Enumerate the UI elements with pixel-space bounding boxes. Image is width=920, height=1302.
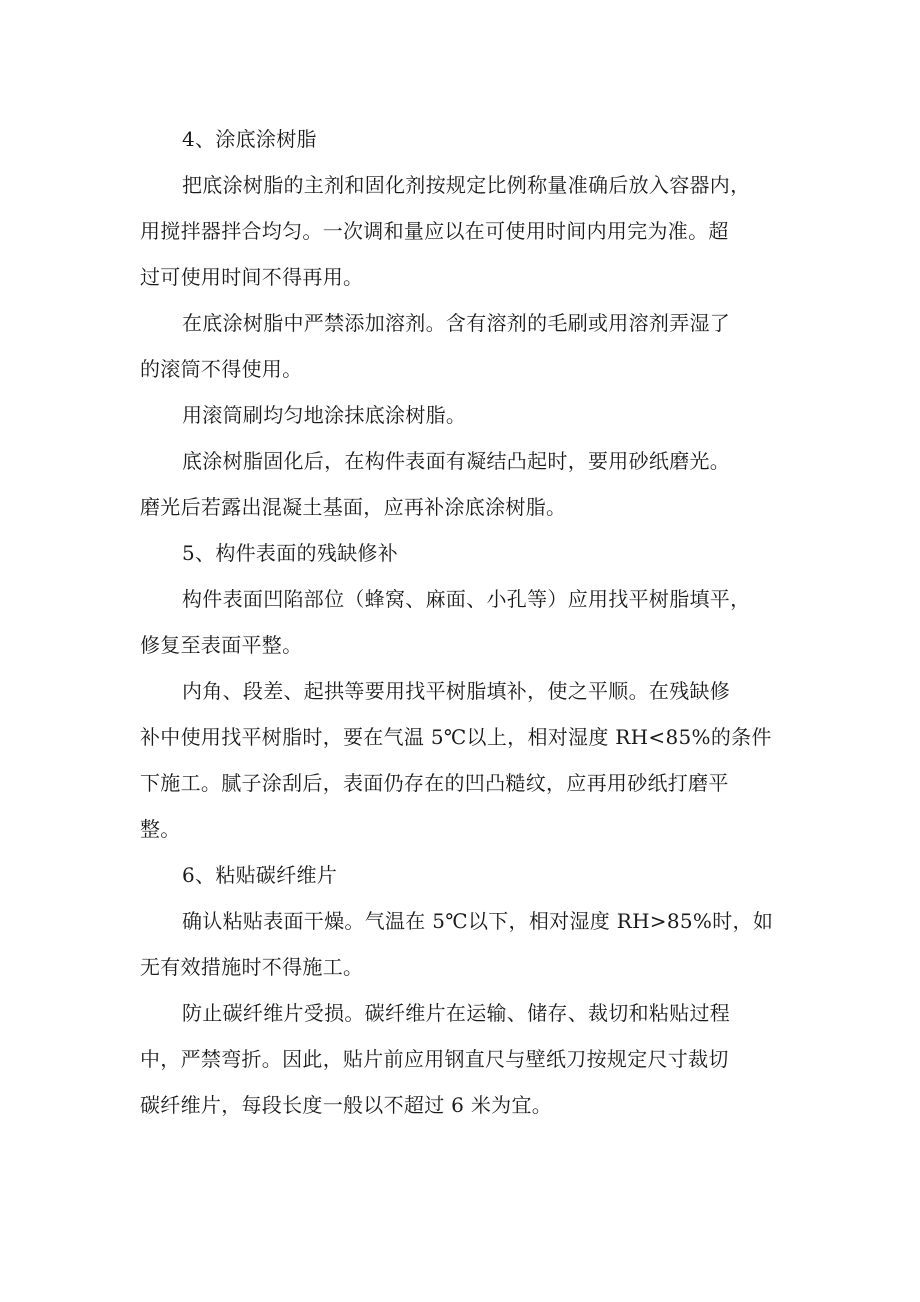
section-heading-6: 6、粘贴碳纤维片 (182, 863, 338, 887)
text-line: 构件表面凹陷部位（蜂窝、麻面、小孔等）应用找平树脂填平， (182, 587, 751, 611)
text-line: 确认粘贴表面干燥。气温在 5℃以下，相对湿度 RH>85%时，如 (182, 909, 774, 933)
text-line: 碳纤维片，每段长度一般以不超过 6 米为宜。 (140, 1093, 553, 1117)
text-line: 下施工。腻子涂刮后，表面仍存在的凹凸糙纹，应再用砂纸打磨平 (140, 771, 729, 795)
section-heading-4: 4、涂底涂树脂 (182, 127, 317, 151)
text-line: 底涂树脂固化后，在构件表面有凝结凸起时，要用砂纸磨光。 (182, 449, 731, 473)
text-line: 用搅拌器拌合均匀。一次调和量应以在可使用时间内用完为准。超 (140, 219, 729, 243)
section-heading-5: 5、构件表面的残缺修补 (182, 541, 399, 565)
text-line: 修复至表面平整。 (140, 633, 303, 657)
text-line: 补中使用找平树脂时，要在气温 5℃以上，相对湿度 RH<85%的条件 (140, 725, 772, 749)
text-line: 用滚筒刷均匀地涂抹底涂树脂。 (182, 403, 467, 427)
text-line: 的滚筒不得使用。 (140, 357, 303, 381)
text-line: 中，严禁弯折。因此，贴片前应用钢直尺与壁纸刀按规定尺寸裁切 (140, 1047, 729, 1071)
text-line: 无有效措施时不得施工。 (140, 955, 364, 979)
document-body (140, 116, 780, 1128)
text-line: 在底涂树脂中严禁添加溶剂。含有溶剂的毛刷或用溶剂弄湿了 (182, 311, 731, 335)
text-line: 防止碳纤维片受损。碳纤维片在运输、储存、裁切和粘贴过程 (182, 1001, 731, 1025)
text-line: 整。 (140, 817, 181, 841)
text-line: 内角、段差、起拱等要用找平树脂填补，使之平顺。在残缺修 (182, 679, 731, 703)
text-line: 把底涂树脂的主剂和固化剂按规定比例称量准确后放入容器内， (182, 173, 751, 197)
text-line: 过可使用时间不得再用。 (140, 265, 364, 289)
text-line: 磨光后若露出混凝土基面，应再补涂底涂树脂。 (140, 495, 567, 519)
